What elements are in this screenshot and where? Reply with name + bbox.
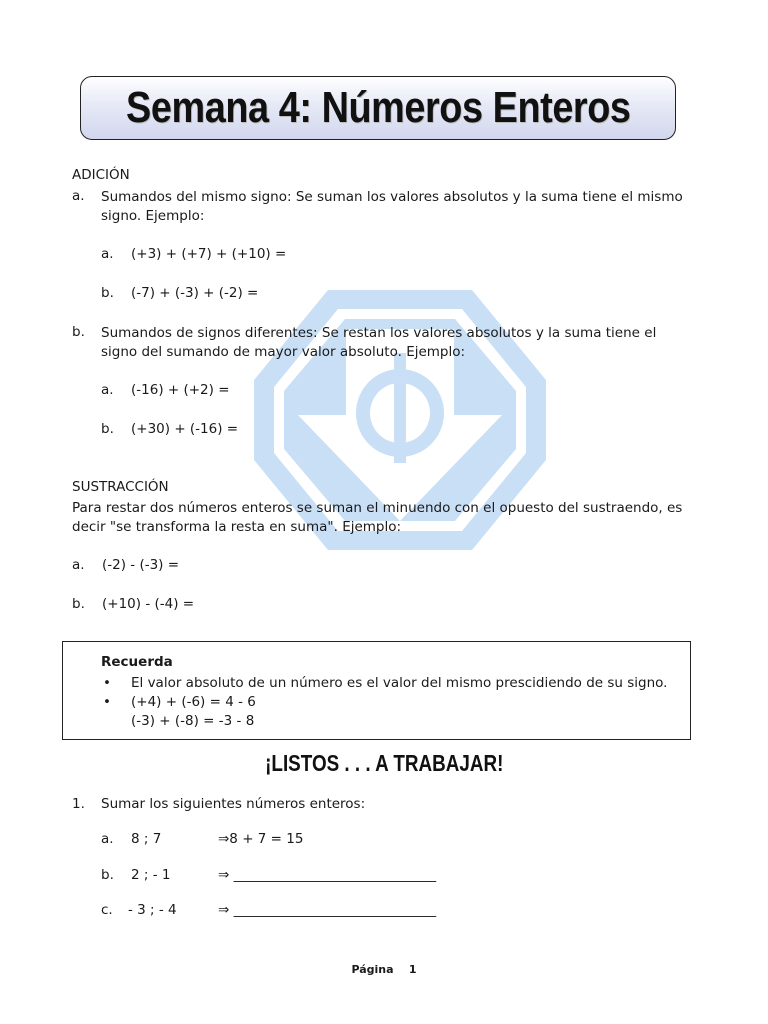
page-footer [0,963,768,976]
work-heading-text: ¡LISTOS . . . A TRABAJAR! [264,750,504,776]
page-label: Página [351,963,394,976]
exercise-answer: ⇒8 + 7 = 15 [218,831,304,847]
list-marker: a. [101,382,114,398]
list-marker: a. [101,246,114,262]
recuerda-box [62,641,691,740]
rule-text [72,499,697,537]
rule-line: Para restar dos números enteros se suman el minuendo con el opuesto del sustraendo, es [72,500,683,516]
exercise-text: Sumar los siguientes números enteros: [101,796,366,812]
exercise-answer: ⇒ ______________________________ [218,902,437,918]
work-heading [0,750,768,777]
number-pair: 8 ; 7 [131,831,162,847]
bullet-icon: • [103,675,111,691]
list-marker: b. [72,596,85,612]
list-marker: a. [72,557,85,573]
example-expression: (-16) + (+2) = [131,382,230,398]
list-marker: b. [101,867,114,883]
number-pair: 2 ; - 1 [131,867,171,883]
rule-line: signo del sumando de mayor valor absoluto. Ejemplo: [101,344,466,360]
example-expression: (+10) - (-4) = [102,596,195,612]
recuerda-bullet: (+4) + (-6) = 4 - 6 [131,694,256,710]
example-expression: (-7) + (-3) + (-2) = [131,285,259,301]
title-banner [80,76,676,140]
section-heading-sustraccion: SUSTRACCIÓN [72,479,169,495]
rule-line: Sumandos de signos diferentes: Se restan los valores absolutos y la suma tiene el [101,325,657,341]
page-title: Semana 4: Números Enteros [125,83,631,132]
rule-line: signo. Ejemplo: [101,208,205,224]
list-marker: b. [101,421,114,437]
example-expression: (+30) + (-16) = [131,421,239,437]
recuerda-title: Recuerda [101,654,173,670]
list-marker: a. [101,831,114,847]
rule-line: decir "se transforma la resta en suma". Ejemplo: [72,519,402,535]
list-marker: a. [72,188,85,204]
example-expression: (-2) - (-3) = [102,557,180,573]
recuerda-bullet-continuation: (-3) + (-8) = -3 - 8 [131,713,255,729]
page-number: 1 [408,963,417,976]
exercise-number: 1. [72,796,85,812]
exercise-answer: ⇒ ______________________________ [218,867,437,883]
rule-line: Sumandos del mismo signo: Se suman los valores absolutos y la suma tiene el mismo [101,189,683,205]
recuerda-bullet: El valor absoluto de un número es el valor del mismo prescidiendo de su signo. [131,675,668,691]
section-heading-adicion: ADICIÓN [72,167,130,183]
list-marker: b. [72,324,85,340]
rule-text [101,188,697,226]
number-pair: - 3 ; - 4 [128,902,177,918]
list-marker: b. [101,285,114,301]
bullet-icon: • [103,694,111,710]
list-marker: c. [101,902,113,918]
rule-text [101,324,697,362]
example-expression: (+3) + (+7) + (+10) = [131,246,287,262]
